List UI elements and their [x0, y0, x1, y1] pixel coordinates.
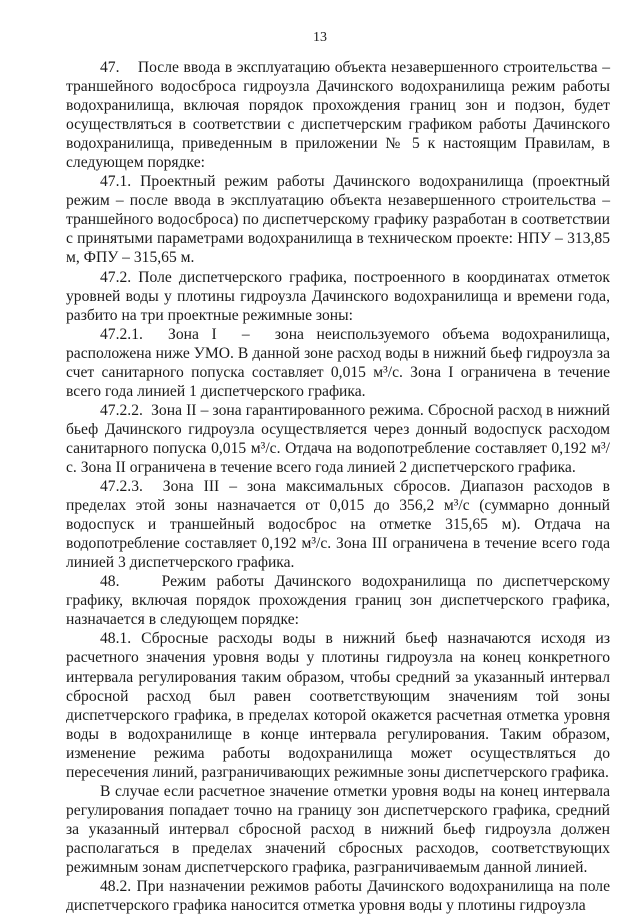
paragraph-47-2-3: 47.2.3. Зона III – зона максимальных сбросов. Диапазон расходов в пределах этой зоны назначается от 0,015 до 356,2 м³/с (суммарно донный водоспуск и траншейный водосброс на отметке 315,65 м). Отдача на водопотребление составляет 0,192 м³/с. Зона III ограничена в течение всего года линией 3 диспетчерского графика.	[66, 478, 610, 572]
paragraph-47-2-2: 47.2.2. Зона II – зона гарантированного режима. Сбросной расход в нижний бьеф Дачинского гидроузла осуществляется через донный водоспуск расходом санитарного попуска 0,015 м³/с. Отдача на водопотребление составляет 0,192 м³/с. Зона II ограничена в течение всего года линией 2 диспетчерского графика.	[66, 401, 610, 476]
paragraph-48: 48. Режим работы Дачинского водохранилища по диспетчерскому графику, включая порядок прохождения границ зон диспетчерского графика, назначается в следующем порядке:	[66, 573, 610, 629]
paragraph-47: 47. После ввода в эксплуатацию объекта незавершенного строительства – траншейного водосброса гидроузла Дачинского водохранилища режим работы водохранилища, включая порядок прохождения границ зон и подзон, будет осуществляться в соответствии с диспетчерским графиком работы Дачинского водохранилища, приведенным в приложении № 5 к настоящим Правилам, в следующем порядке:	[66, 59, 610, 172]
paragraph-48-2: 48.2. При назначении режимов работы Дачинского водохранилища на поле диспетчерского графика наносится отметка уровня воды у плотины гидроузла	[66, 878, 610, 915]
page-number: 13	[313, 30, 327, 45]
paragraph-48-1-boundary-case: В случае если расчетное значение отметки уровня воды на конец интервала регулирования попадает точно на границу зон диспетчерского графика, средний за указанный интервал сбросной расход в нижний бьеф гидроузла должен располагаться в пределах значений сбросных расходов, соответствующих режимным зонам диспетчерского графика, разграничиваемым данной линией.	[66, 782, 610, 876]
paragraph-47-2: 47.2. Поле диспетчерского графика, построенного в координатах отметок уровней воды у плотины гидроузла Дачинского водохранилища и времени года, разбито на три проектные режимные зоны:	[66, 268, 610, 324]
document-body	[66, 58, 610, 915]
paragraph-47-2-1: 47.2.1. Зона I – зона неиспользуемого объема водохранилища, расположена ниже УМО. В данной зоне расход воды в нижний бьеф гидроузла за счет санитарного попуска составляет 0,015 м³/с. Зона I ограничена в течение всего года линией 1 диспетчерского графика.	[66, 325, 610, 400]
paragraph-48-1: 48.1. Сбросные расходы воды в нижний бьеф назначаются исходя из расчетного значения уровня воды у плотины гидроузла на конец конкретного интервала регулирования таким образом, чтобы средний за указанный интервал сбросной расход был равен соответствующим значениям той зоны диспетчерского графика, в пределах которой окажется расчетная отметка уровня воды в водохранилище в конце интервала регулирования. Таким образом, изменение режима работы водохранилища может осуществляться до пересечения линий, разграничивающих режимные зоны диспетчерского графика.	[66, 630, 610, 781]
paragraph-47-1: 47.1. Проектный режим работы Дачинского водохранилища (проектный режим – после ввода в эксплуатацию объекта незавершенного строительства – траншейного водосброса) по диспетчерскому графику разработан в соответствии с принятыми параметрами водохранилища в техническом проекте: НПУ – 313,85 м, ФПУ – 315,65 м.	[66, 173, 610, 267]
